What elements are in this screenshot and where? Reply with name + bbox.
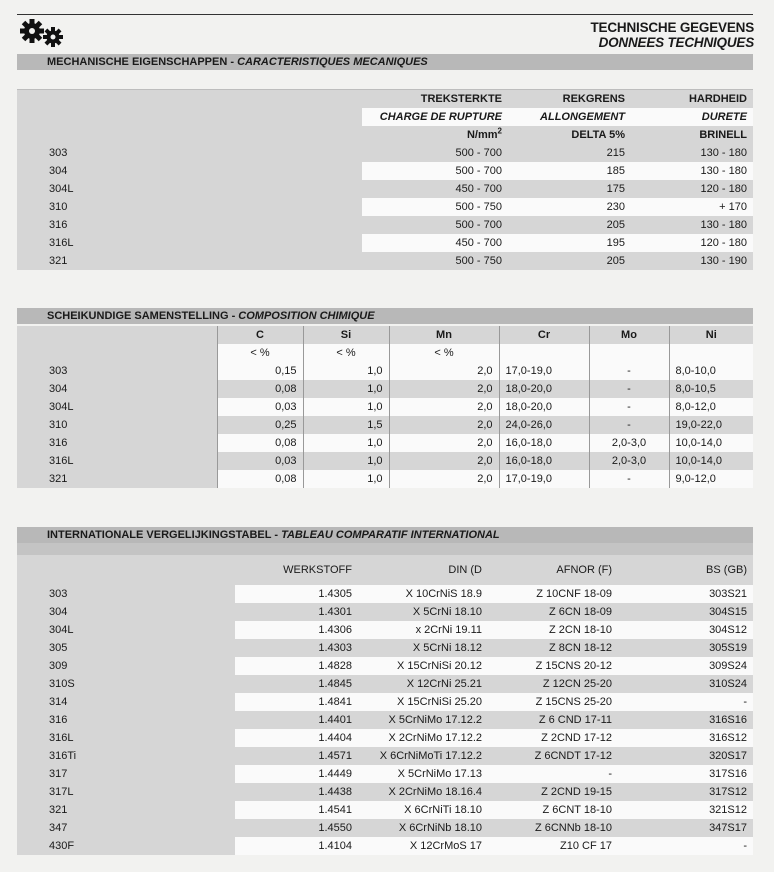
bs-cell: 305S19: [618, 639, 753, 657]
table-row: [17, 837, 753, 855]
afnor-cell: Z 2CND 17-12: [488, 729, 618, 747]
table-row: [17, 639, 753, 657]
table-row: [17, 765, 753, 783]
carbon-cell: 0,03: [217, 452, 303, 470]
grade-cell: 304L: [17, 621, 235, 639]
manganese-cell: 2,0: [389, 416, 499, 434]
grade-cell: 316L: [17, 729, 235, 747]
werkstoff-cell: 1.4401: [235, 711, 358, 729]
hardness-cell: 120 - 180: [631, 180, 753, 198]
table-row: [17, 585, 753, 603]
din-cell: X 6CrNiTi 18.10: [358, 801, 488, 819]
bs-cell: 317S12: [618, 783, 753, 801]
afnor-cell: Z 6 CND 17-11: [488, 711, 618, 729]
afnor-cell: Z 6CNT 18-10: [488, 801, 618, 819]
hardness-cell: 130 - 180: [631, 216, 753, 234]
table-row: [17, 747, 753, 765]
afnor-cell: Z 2CN 18-10: [488, 621, 618, 639]
grade-cell: 316L: [17, 452, 217, 470]
werkstoff-cell: 1.4449: [235, 765, 358, 783]
bs-cell: 316S16: [618, 711, 753, 729]
col-header-werkstoff: WERKSTOFF: [235, 555, 358, 585]
elongation-cell: 215: [508, 144, 631, 162]
elongation-cell: 230: [508, 198, 631, 216]
top-rule: [17, 14, 753, 15]
bs-cell: 347S17: [618, 819, 753, 837]
molybdenum-cell: -: [589, 362, 669, 380]
tensile-strength-cell: 500 - 700: [362, 144, 508, 162]
tensile-strength-cell: 450 - 700: [362, 234, 508, 252]
col-header-afnor: AFNOR (F): [488, 555, 618, 585]
din-cell: X 12CrNi 25.21: [358, 675, 488, 693]
manganese-cell: 2,0: [389, 434, 499, 452]
molybdenum-cell: -: [589, 380, 669, 398]
grade-cell: 310: [17, 416, 217, 434]
bs-cell: 320S17: [618, 747, 753, 765]
col-header-hardness: HARDHEID: [631, 90, 753, 108]
table-row: [17, 470, 753, 488]
afnor-cell: Z10 CF 17: [488, 837, 618, 855]
werkstoff-cell: 1.4301: [235, 603, 358, 621]
grade-cell: 303: [17, 362, 217, 380]
tensile-strength-cell: 500 - 700: [362, 216, 508, 234]
werkstoff-cell: 1.4104: [235, 837, 358, 855]
col-subheader-c: < %: [217, 344, 303, 362]
werkstoff-cell: 1.4306: [235, 621, 358, 639]
section-title-chemical: SCHEIKUNDIGE SAMENSTELLING - COMPOSITION CHIMIQUE: [17, 308, 753, 324]
header-title-nl: TECHNISCHE GEGEVENS: [590, 20, 754, 35]
table-row: [17, 252, 753, 270]
bs-cell: 321S12: [618, 801, 753, 819]
silicon-cell: 1,0: [303, 398, 389, 416]
chem-header-row: [17, 326, 753, 344]
table-row: [17, 162, 753, 180]
werkstoff-cell: 1.4438: [235, 783, 358, 801]
table-row: [17, 416, 753, 434]
carbon-cell: 0,08: [217, 470, 303, 488]
din-cell: X 5CrNiMo 17.12.2: [358, 711, 488, 729]
table-row: [17, 198, 753, 216]
werkstoff-cell: 1.4841: [235, 693, 358, 711]
table-row: [17, 234, 753, 252]
afnor-cell: Z 2CND 19-15: [488, 783, 618, 801]
elongation-cell: 185: [508, 162, 631, 180]
grade-cell: 304L: [17, 398, 217, 416]
col-subheader-ni: [669, 344, 753, 362]
grade-cell: 347: [17, 819, 235, 837]
col-subheader-hardness-fr: DURETE: [631, 108, 753, 126]
carbon-cell: 0,08: [217, 380, 303, 398]
chromium-cell: 17,0-19,0: [499, 470, 589, 488]
table-row: [17, 434, 753, 452]
werkstoff-cell: 1.4845: [235, 675, 358, 693]
elongation-cell: 205: [508, 216, 631, 234]
afnor-cell: Z 15CNS 25-20: [488, 693, 618, 711]
afnor-cell: Z 15CNS 20-12: [488, 657, 618, 675]
international-comparison-table: [17, 555, 753, 855]
col-header-ni: Ni: [669, 326, 753, 344]
chromium-cell: 16,0-18,0: [499, 452, 589, 470]
manganese-cell: 2,0: [389, 398, 499, 416]
section-title-international: INTERNATIONALE VERGELIJKINGSTABEL - TABLEAU COMPARATIF INTERNATIONAL: [17, 527, 753, 543]
afnor-cell: Z 10CNF 18-09: [488, 585, 618, 603]
grade-cell: 305: [17, 639, 235, 657]
nickel-cell: 8,0-12,0: [669, 398, 753, 416]
header-title-fr: DONNEES TECHNIQUES: [598, 35, 754, 50]
col-header-c: C: [217, 326, 303, 344]
table-row: [17, 657, 753, 675]
grade-cell: 310S: [17, 675, 235, 693]
col-subheader-si: < %: [303, 344, 389, 362]
werkstoff-cell: 1.4550: [235, 819, 358, 837]
col-unit-tensile: $N/mm^2$: [362, 126, 508, 144]
grade-cell: 316Ti: [17, 747, 235, 765]
din-cell: X 10CrNiS 18.9: [358, 585, 488, 603]
grade-cell: 321: [17, 470, 217, 488]
carbon-cell: 0,03: [217, 398, 303, 416]
werkstoff-cell: 1.4541: [235, 801, 358, 819]
table-row: [17, 783, 753, 801]
silicon-cell: 1,5: [303, 416, 389, 434]
tensile-strength-cell: 500 - 700: [362, 162, 508, 180]
mech-header-row-3: [17, 126, 753, 144]
table-row: [17, 729, 753, 747]
elongation-cell: 205: [508, 252, 631, 270]
din-cell: X 15CrNiSi 20.12: [358, 657, 488, 675]
table-row: [17, 380, 753, 398]
bs-cell: 310S24: [618, 675, 753, 693]
chromium-cell: 16,0-18,0: [499, 434, 589, 452]
table-row: [17, 621, 753, 639]
table-row: [17, 398, 753, 416]
molybdenum-cell: -: [589, 470, 669, 488]
col-header-si: Si: [303, 326, 389, 344]
bs-cell: 317S16: [618, 765, 753, 783]
col-header-din: DIN (D: [358, 555, 488, 585]
nickel-cell: 19,0-22,0: [669, 416, 753, 434]
bs-cell: 309S24: [618, 657, 753, 675]
werkstoff-cell: 1.4305: [235, 585, 358, 603]
grade-cell: 314: [17, 693, 235, 711]
bs-cell: -: [618, 693, 753, 711]
col-subheader-mo: [589, 344, 669, 362]
grade-cell: 316: [17, 216, 362, 234]
nickel-cell: 9,0-12,0: [669, 470, 753, 488]
chemical-composition-table: [17, 326, 753, 488]
grade-cell: 317: [17, 765, 235, 783]
col-subheader-cr: [499, 344, 589, 362]
bs-cell: -: [618, 837, 753, 855]
manganese-cell: 2,0: [389, 362, 499, 380]
manganese-cell: 2,0: [389, 380, 499, 398]
afnor-cell: Z 6CNDT 17-12: [488, 747, 618, 765]
grade-cell: 317L: [17, 783, 235, 801]
chromium-cell: 18,0-20,0: [499, 380, 589, 398]
din-cell: X 5CrNi 18.12: [358, 639, 488, 657]
chromium-cell: 24,0-26,0: [499, 416, 589, 434]
molybdenum-cell: 2,0-3,0: [589, 434, 669, 452]
tensile-strength-cell: 500 - 750: [362, 198, 508, 216]
bs-cell: 304S12: [618, 621, 753, 639]
nickel-cell: 8,0-10,5: [669, 380, 753, 398]
col-header-cr: Cr: [499, 326, 589, 344]
nickel-cell: 10,0-14,0: [669, 452, 753, 470]
carbon-cell: 0,08: [217, 434, 303, 452]
grade-cell: 303: [17, 585, 235, 603]
table-row: [17, 711, 753, 729]
elongation-cell: 195: [508, 234, 631, 252]
din-cell: X 6CrNiNb 18.10: [358, 819, 488, 837]
din-cell: X 2CrNiMo 17.12.2: [358, 729, 488, 747]
grade-cell: 304: [17, 603, 235, 621]
table-row: [17, 603, 753, 621]
din-cell: X 5CrNiMo 17.13: [358, 765, 488, 783]
grade-cell: 303: [17, 144, 362, 162]
grade-cell: 309: [17, 657, 235, 675]
grade-cell: 321: [17, 801, 235, 819]
werkstoff-cell: 1.4404: [235, 729, 358, 747]
tensile-strength-cell: 500 - 750: [362, 252, 508, 270]
intl-header-row: [17, 555, 753, 585]
col-header-elongation: REKGRENS: [508, 90, 631, 108]
chem-subheader-row: [17, 344, 753, 362]
din-cell: X 12CrMoS 17: [358, 837, 488, 855]
din-cell: X 15CrNiSi 25.20: [358, 693, 488, 711]
grade-cell: 321: [17, 252, 362, 270]
table-row: [17, 362, 753, 380]
tensile-strength-cell: 450 - 700: [362, 180, 508, 198]
grade-cell: 316L: [17, 234, 362, 252]
col-subheader-mn: < %: [389, 344, 499, 362]
werkstoff-cell: 1.4303: [235, 639, 358, 657]
grade-cell: 304: [17, 162, 362, 180]
col-unit-hardness: BRINELL: [631, 126, 753, 144]
manganese-cell: 2,0: [389, 470, 499, 488]
chromium-cell: 17,0-19,0: [499, 362, 589, 380]
chromium-cell: 18,0-20,0: [499, 398, 589, 416]
col-header-tensile: TREKSTERKTE: [362, 90, 508, 108]
manganese-cell: 2,0: [389, 452, 499, 470]
silicon-cell: 1,0: [303, 470, 389, 488]
molybdenum-cell: -: [589, 398, 669, 416]
hardness-cell: + 170: [631, 198, 753, 216]
col-header-mn: Mn: [389, 326, 499, 344]
afnor-cell: Z 6CN 18-09: [488, 603, 618, 621]
table-row: [17, 144, 753, 162]
carbon-cell: 0,15: [217, 362, 303, 380]
col-header-mo: Mo: [589, 326, 669, 344]
werkstoff-cell: 1.4828: [235, 657, 358, 675]
section-title-mechanical: MECHANISCHE EIGENSCHAPPEN - CARACTERISTIQUES MECANIQUES: [17, 54, 753, 70]
table-row: [17, 693, 753, 711]
grade-cell: 310: [17, 198, 362, 216]
nickel-cell: 8,0-10,0: [669, 362, 753, 380]
molybdenum-cell: 2,0-3,0: [589, 452, 669, 470]
mech-header-row-2: [17, 108, 753, 126]
grade-cell: 316: [17, 711, 235, 729]
afnor-cell: Z 12CN 25-20: [488, 675, 618, 693]
table-row: [17, 819, 753, 837]
table-row: [17, 801, 753, 819]
document-header: [591, 20, 754, 50]
molybdenum-cell: -: [589, 416, 669, 434]
din-cell: X 5CrNi 18.10: [358, 603, 488, 621]
bs-cell: 316S12: [618, 729, 753, 747]
afnor-cell: Z 6CNNb 18-10: [488, 819, 618, 837]
silicon-cell: 1,0: [303, 452, 389, 470]
mechanical-properties-table: [17, 90, 753, 270]
elongation-cell: 175: [508, 180, 631, 198]
din-cell: X 6CrNiMoTi 17.12.2: [358, 747, 488, 765]
afnor-cell: -: [488, 765, 618, 783]
col-subheader-elongation-fr: ALLONGEMENT: [508, 108, 631, 126]
silicon-cell: 1,0: [303, 362, 389, 380]
hardness-cell: 130 - 180: [631, 144, 753, 162]
hardness-cell: 130 - 190: [631, 252, 753, 270]
silicon-cell: 1,0: [303, 434, 389, 452]
col-header-bs: BS (GB): [618, 555, 753, 585]
werkstoff-cell: 1.4571: [235, 747, 358, 765]
grade-cell: 304: [17, 380, 217, 398]
din-cell: x 2CrNi 19.11: [358, 621, 488, 639]
grade-cell: 430F: [17, 837, 235, 855]
col-subheader-tensile-fr: CHARGE DE RUPTURE: [362, 108, 508, 126]
mech-header-row-1: [17, 90, 753, 108]
hardness-cell: 120 - 180: [631, 234, 753, 252]
nickel-cell: 10,0-14,0: [669, 434, 753, 452]
col-unit-elongation: DELTA 5%: [508, 126, 631, 144]
bs-cell: 303S21: [618, 585, 753, 603]
table-row: [17, 216, 753, 234]
grade-cell: 304L: [17, 180, 362, 198]
table-row: [17, 180, 753, 198]
bs-cell: 304S15: [618, 603, 753, 621]
afnor-cell: Z 8CN 18-12: [488, 639, 618, 657]
grade-cell: 316: [17, 434, 217, 452]
intl-header-spacer: [17, 543, 753, 555]
table-row: [17, 452, 753, 470]
hardness-cell: 130 - 180: [631, 162, 753, 180]
table-row: [17, 675, 753, 693]
din-cell: X 2CrNiMo 18.16.4: [358, 783, 488, 801]
silicon-cell: 1,0: [303, 380, 389, 398]
carbon-cell: 0,25: [217, 416, 303, 434]
gears-icon: [18, 18, 66, 48]
